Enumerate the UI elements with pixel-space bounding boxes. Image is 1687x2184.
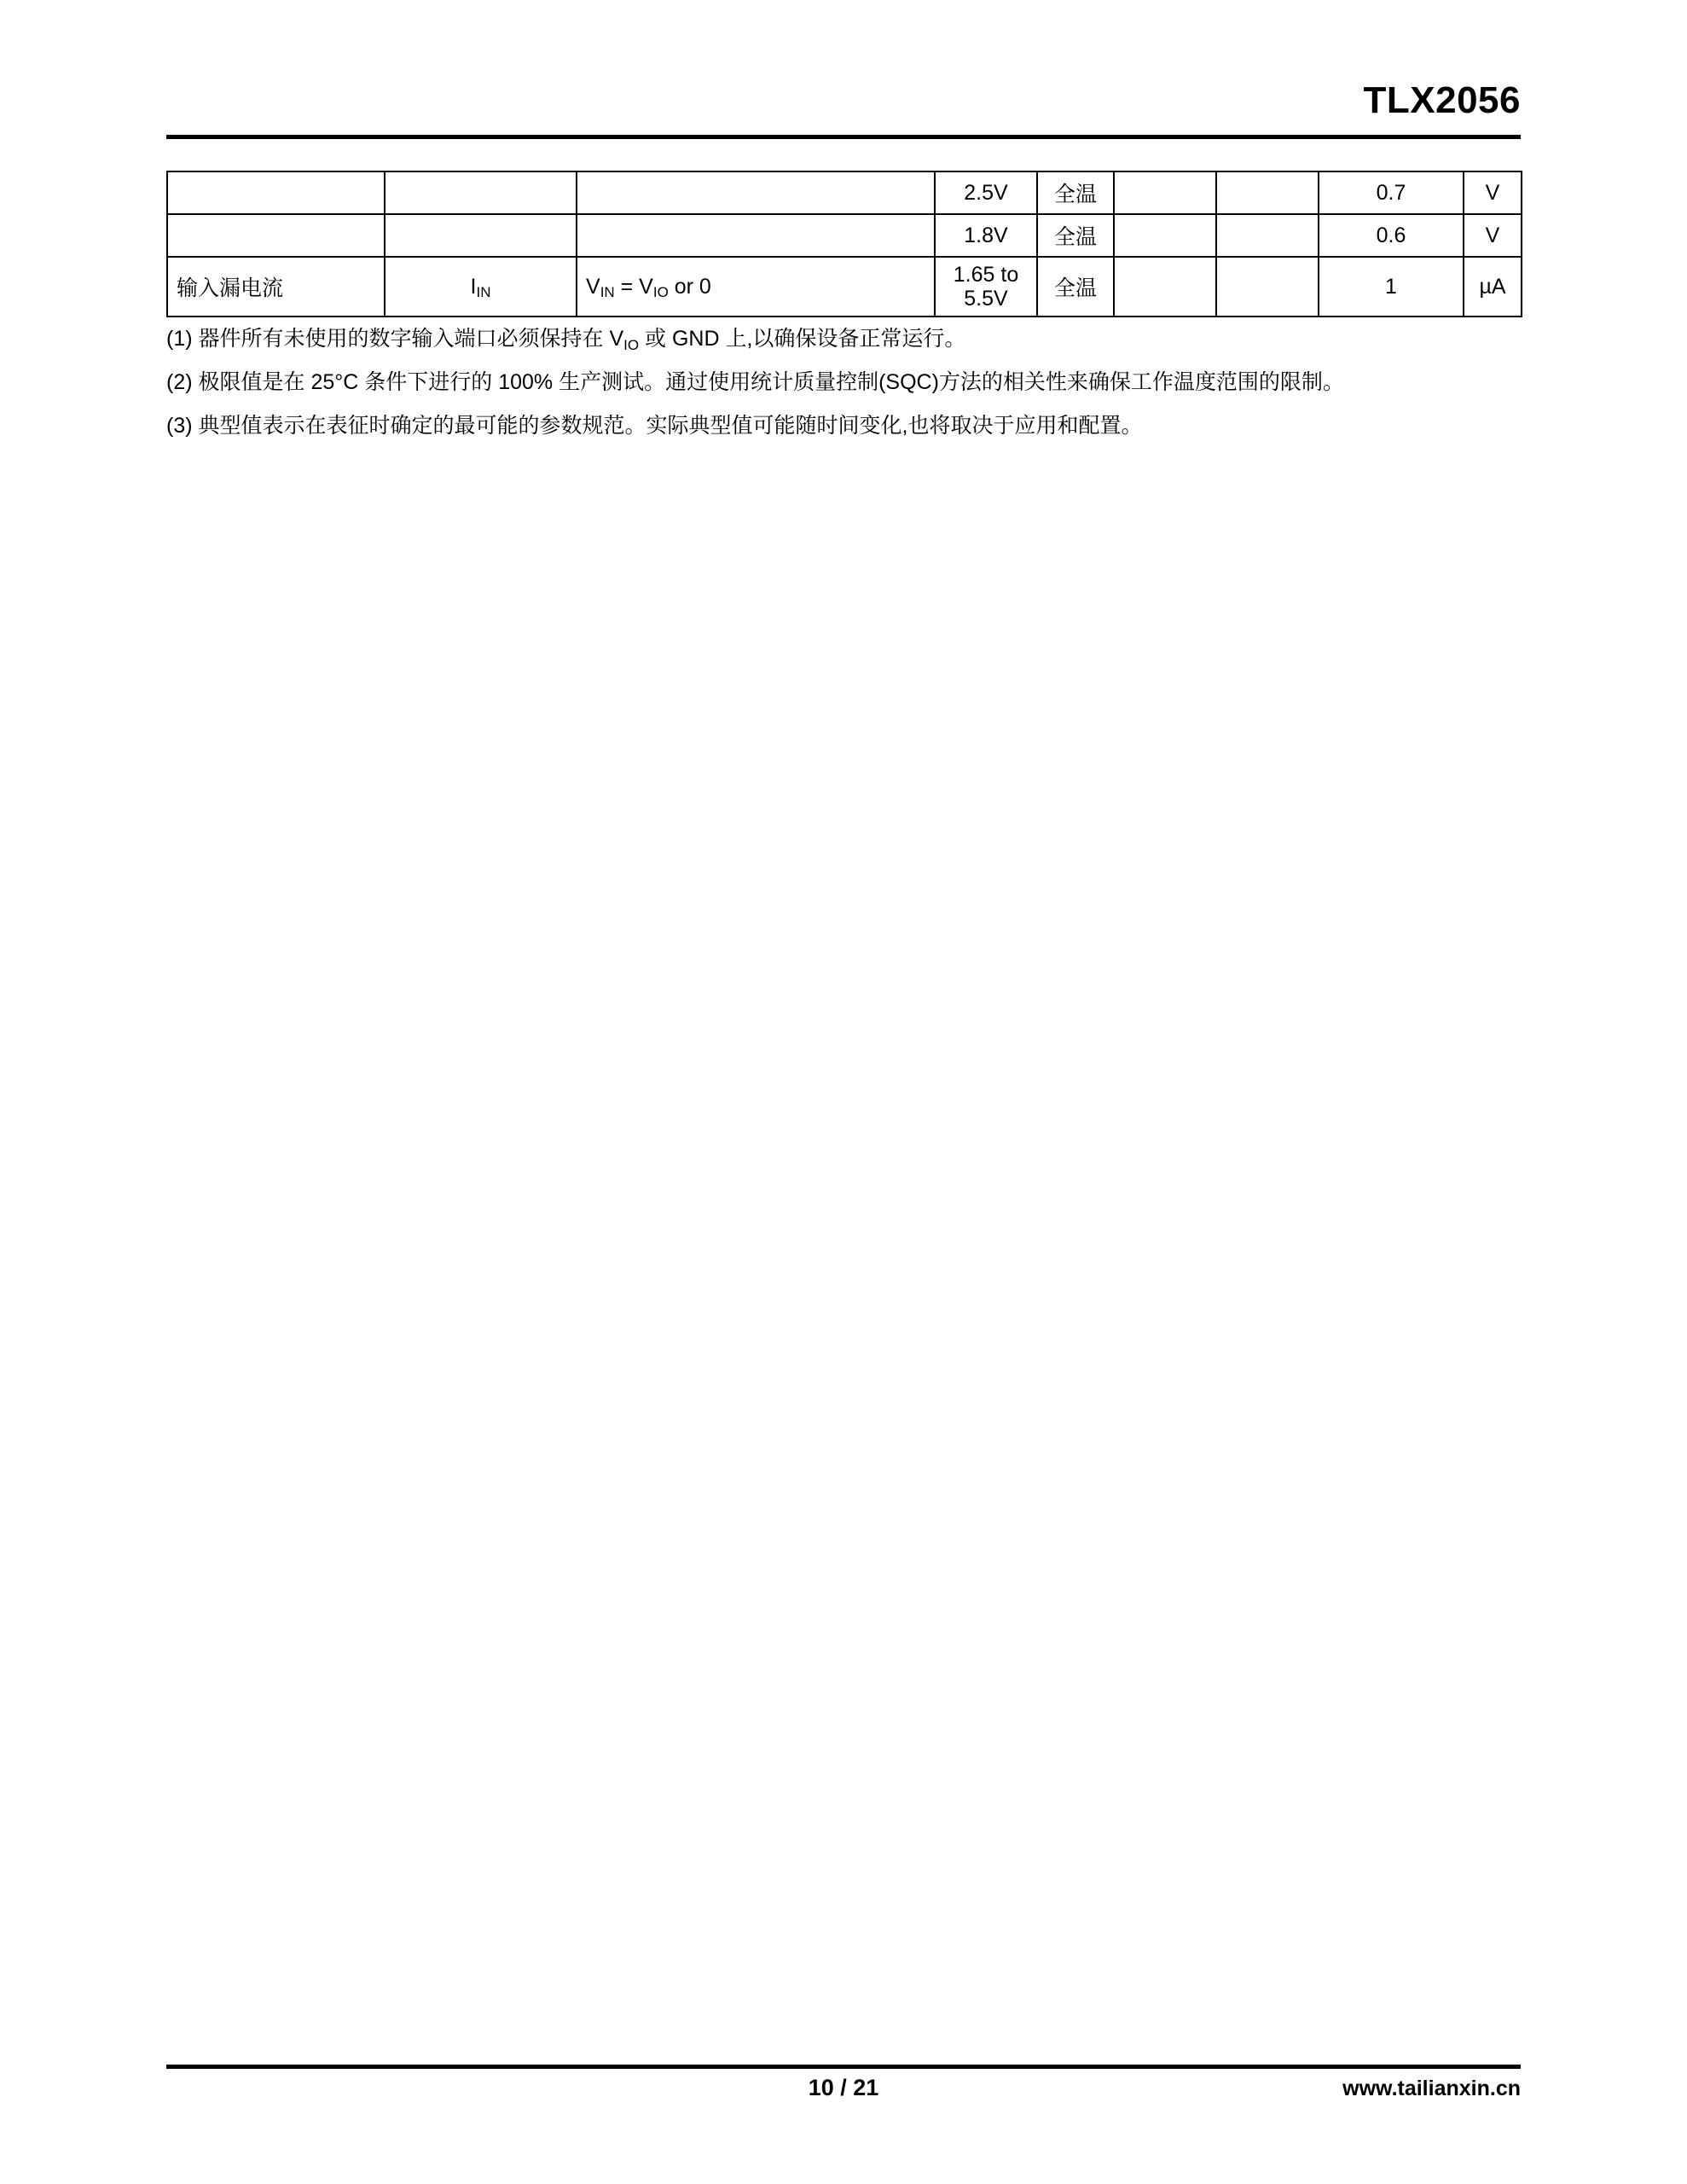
cell-parameter (167, 214, 385, 257)
spec-table (166, 171, 1522, 317)
symbol-base: I (470, 274, 477, 299)
condition-end: or 0 (668, 274, 711, 299)
footnote-1 (166, 327, 1548, 353)
page-footer (166, 2075, 1521, 2117)
cell-condition (577, 214, 935, 257)
cell-symbol (385, 171, 577, 214)
cell-typ (1216, 214, 1319, 257)
cell-temp: 全温 (1037, 257, 1114, 317)
spec-table-container (166, 171, 1521, 317)
footnote-1-subscript: IO (623, 336, 640, 353)
part-number-title: TLX2056 (1363, 79, 1521, 121)
footnote-1-text-b: 或 GND 上,以确保设备正常运行。 (639, 327, 966, 351)
cell-vio: 2.5V (935, 171, 1037, 214)
cell-symbol (385, 214, 577, 257)
table-row (167, 171, 1522, 214)
condition-sub1: IN (600, 284, 615, 301)
cell-min (1114, 214, 1216, 257)
footer-divider (166, 2065, 1521, 2069)
cell-min (1114, 257, 1216, 317)
cell-parameter: 输入漏电流 (167, 257, 385, 317)
footnotes (166, 328, 1548, 459)
condition-mid: = V (614, 274, 653, 299)
cell-parameter (167, 171, 385, 214)
symbol-subscript: IN (476, 284, 491, 301)
footnote-1-text-a: (1) 器件所有未使用的数字输入端口必须保持在 V (166, 327, 624, 351)
condition-v1: V (586, 274, 600, 299)
cell-temp: 全温 (1037, 214, 1114, 257)
cell-min (1114, 171, 1216, 214)
footer-website[interactable]: www.tailianxin.cn (1342, 2077, 1521, 2100)
footnote-3: (3) 典型值表示在表征时确定的最可能的参数规范。实际典型值可能随时间变化,也将取决于应用和配置。 (166, 414, 1143, 438)
cell-symbol (385, 257, 577, 317)
condition-sub2: IO (652, 284, 669, 301)
cell-condition (577, 171, 935, 214)
cell-max: 0.6 (1319, 214, 1464, 257)
vio-line2: 5.5V (964, 287, 1008, 311)
header-divider (166, 135, 1521, 139)
cell-condition (577, 257, 935, 317)
cell-vio: 1.8V (935, 214, 1037, 257)
page-number: 10 / 21 (808, 2075, 879, 2100)
vio-line1: 1.65 to (953, 263, 1019, 287)
cell-vio (935, 257, 1037, 317)
footnote-2: (2) 极限值是在 25°C 条件下进行的 100% 生产测试。通过使用统计质量控制(SQC)方法的相关性来确保工作温度范围的限制。 (166, 370, 1344, 394)
cell-unit: V (1464, 171, 1522, 214)
cell-unit: µA (1464, 257, 1522, 317)
cell-max: 1 (1319, 257, 1464, 317)
cell-typ (1216, 257, 1319, 317)
cell-temp: 全温 (1037, 171, 1114, 214)
cell-max: 0.7 (1319, 171, 1464, 214)
table-row (167, 214, 1522, 257)
cell-typ (1216, 171, 1319, 214)
page-header (166, 78, 1521, 140)
cell-unit: V (1464, 214, 1522, 257)
table-row (167, 257, 1522, 317)
